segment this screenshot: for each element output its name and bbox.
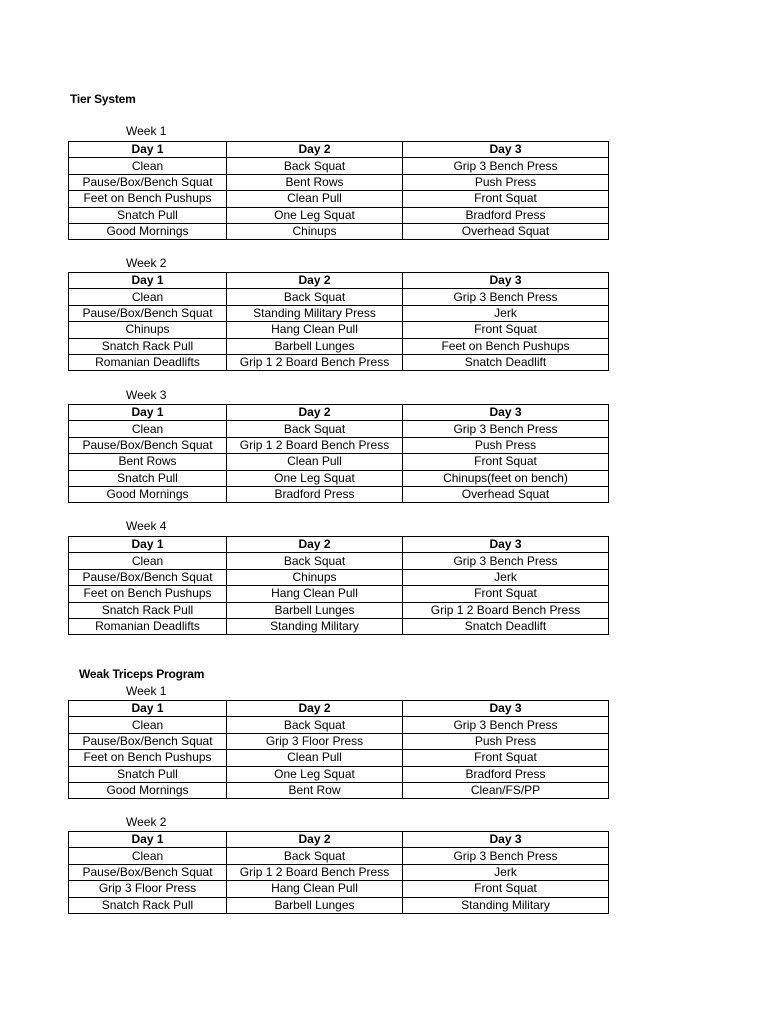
exercise-cell: Snatch Rack Pull	[69, 602, 227, 618]
exercise-cell: Pause/Box/Bench Squat	[69, 305, 227, 321]
table-header-row	[69, 142, 609, 158]
exercise-cell: Feet on Bench Pushups	[403, 338, 609, 354]
table-row	[69, 717, 609, 733]
exercise-cell: Bradford Press	[403, 207, 609, 223]
column-header: Day 1	[69, 537, 227, 553]
table-row	[69, 553, 609, 569]
exercise-cell: Grip 3 Bench Press	[403, 421, 609, 437]
table-header-row	[69, 701, 609, 717]
section-title: Tier System	[70, 92, 136, 106]
exercise-cell: Bent Rows	[227, 174, 403, 190]
exercise-cell: Snatch Deadlift	[403, 618, 609, 634]
exercise-cell: Front Squat	[403, 191, 609, 207]
exercise-cell: Clean	[69, 158, 227, 174]
exercise-cell: Chinups(feet on bench)	[403, 470, 609, 486]
exercise-cell: One Leg Squat	[227, 766, 403, 782]
exercise-cell: Front Squat	[403, 881, 609, 897]
exercise-cell: Barbell Lunges	[227, 338, 403, 354]
table-row	[69, 602, 609, 618]
exercise-cell: Overhead Squat	[403, 486, 609, 502]
schedule-table	[68, 272, 609, 371]
week-label: Week 3	[126, 388, 167, 402]
table-row	[69, 470, 609, 486]
column-header: Day 2	[227, 537, 403, 553]
exercise-cell: Grip 1 2 Board Bench Press	[403, 602, 609, 618]
schedule-table	[68, 831, 609, 914]
table-row	[69, 848, 609, 864]
table-row	[69, 586, 609, 602]
exercise-cell: Front Squat	[403, 322, 609, 338]
exercise-cell: Clean	[69, 289, 227, 305]
column-header: Day 2	[227, 832, 403, 848]
schedule-table	[68, 404, 609, 503]
column-header: Day 3	[403, 701, 609, 717]
exercise-cell: Push Press	[403, 174, 609, 190]
exercise-cell: Grip 1 2 Board Bench Press	[227, 864, 403, 880]
exercise-cell: Bent Rows	[69, 454, 227, 470]
exercise-cell: Clean Pull	[227, 191, 403, 207]
table-row	[69, 223, 609, 239]
exercise-cell: Snatch Pull	[69, 207, 227, 223]
exercise-cell: Chinups	[227, 223, 403, 239]
exercise-cell: Jerk	[403, 864, 609, 880]
table-row	[69, 618, 609, 634]
column-header: Day 3	[403, 832, 609, 848]
exercise-cell: Hang Clean Pull	[227, 586, 403, 602]
exercise-cell: Jerk	[403, 305, 609, 321]
column-header: Day 2	[227, 701, 403, 717]
table-row	[69, 354, 609, 370]
exercise-cell: Good Mornings	[69, 223, 227, 239]
exercise-cell: Grip 1 2 Board Bench Press	[227, 437, 403, 453]
exercise-cell: Snatch Rack Pull	[69, 338, 227, 354]
table-row	[69, 569, 609, 585]
exercise-cell: Back Squat	[227, 158, 403, 174]
table-header-row	[69, 832, 609, 848]
exercise-cell: Romanian Deadlifts	[69, 354, 227, 370]
exercise-cell: Grip 3 Bench Press	[403, 848, 609, 864]
exercise-cell: Standing Military Press	[227, 305, 403, 321]
exercise-cell: Chinups	[69, 322, 227, 338]
exercise-cell: Good Mornings	[69, 782, 227, 798]
exercise-cell: Back Squat	[227, 421, 403, 437]
table-header-row	[69, 537, 609, 553]
exercise-cell: Feet on Bench Pushups	[69, 586, 227, 602]
table-row	[69, 322, 609, 338]
table-row	[69, 881, 609, 897]
exercise-cell: Pause/Box/Bench Squat	[69, 733, 227, 749]
table-row	[69, 338, 609, 354]
column-header: Day 2	[227, 405, 403, 421]
column-header: Day 1	[69, 701, 227, 717]
exercise-cell: Feet on Bench Pushups	[69, 191, 227, 207]
exercise-cell: Barbell Lunges	[227, 602, 403, 618]
table-row	[69, 897, 609, 913]
schedule-table	[68, 141, 609, 240]
exercise-cell: Back Squat	[227, 848, 403, 864]
table-row	[69, 437, 609, 453]
exercise-cell: Overhead Squat	[403, 223, 609, 239]
week-label: Week 1	[126, 684, 167, 698]
exercise-cell: Grip 3 Bench Press	[403, 553, 609, 569]
week-label: Week 1	[126, 124, 167, 138]
exercise-cell: Front Squat	[403, 586, 609, 602]
week-label: Week 4	[126, 519, 167, 533]
exercise-cell: Snatch Pull	[69, 470, 227, 486]
exercise-cell: Back Squat	[227, 717, 403, 733]
exercise-cell: Barbell Lunges	[227, 897, 403, 913]
exercise-cell: Clean Pull	[227, 750, 403, 766]
exercise-cell: Bradford Press	[227, 486, 403, 502]
table-header-row	[69, 273, 609, 289]
column-header: Day 3	[403, 142, 609, 158]
table-row	[69, 766, 609, 782]
column-header: Day 3	[403, 537, 609, 553]
exercise-cell: Push Press	[403, 733, 609, 749]
column-header: Day 1	[69, 832, 227, 848]
exercise-cell: Standing Military	[227, 618, 403, 634]
exercise-cell: Bent Row	[227, 782, 403, 798]
column-header: Day 1	[69, 405, 227, 421]
exercise-cell: Pause/Box/Bench Squat	[69, 569, 227, 585]
exercise-cell: Clean/FS/PP	[403, 782, 609, 798]
table-row	[69, 782, 609, 798]
table-row	[69, 421, 609, 437]
exercise-cell: Back Squat	[227, 289, 403, 305]
column-header: Day 3	[403, 273, 609, 289]
exercise-cell: One Leg Squat	[227, 470, 403, 486]
table-row	[69, 733, 609, 749]
schedule-table	[68, 700, 609, 799]
table-row	[69, 207, 609, 223]
column-header: Day 1	[69, 142, 227, 158]
exercise-cell: Grip 3 Floor Press	[227, 733, 403, 749]
column-header: Day 2	[227, 273, 403, 289]
exercise-cell: Clean	[69, 553, 227, 569]
exercise-cell: Clean	[69, 717, 227, 733]
table-header-row	[69, 405, 609, 421]
exercise-cell: Jerk	[403, 569, 609, 585]
exercise-cell: Standing Military	[403, 897, 609, 913]
column-header: Day 3	[403, 405, 609, 421]
exercise-cell: Romanian Deadlifts	[69, 618, 227, 634]
exercise-cell: Pause/Box/Bench Squat	[69, 437, 227, 453]
exercise-cell: Grip 3 Bench Press	[403, 717, 609, 733]
exercise-cell: Push Press	[403, 437, 609, 453]
exercise-cell: Back Squat	[227, 553, 403, 569]
exercise-cell: Grip 3 Bench Press	[403, 289, 609, 305]
exercise-cell: Bradford Press	[403, 766, 609, 782]
exercise-cell: Grip 1 2 Board Bench Press	[227, 354, 403, 370]
exercise-cell: Feet on Bench Pushups	[69, 750, 227, 766]
week-label: Week 2	[126, 815, 167, 829]
exercise-cell: Pause/Box/Bench Squat	[69, 864, 227, 880]
exercise-cell: Front Squat	[403, 750, 609, 766]
table-row	[69, 289, 609, 305]
week-label: Week 2	[126, 256, 167, 270]
table-row	[69, 750, 609, 766]
exercise-cell: Snatch Pull	[69, 766, 227, 782]
exercise-cell: Chinups	[227, 569, 403, 585]
exercise-cell: Clean	[69, 848, 227, 864]
column-header: Day 2	[227, 142, 403, 158]
table-row	[69, 486, 609, 502]
exercise-cell: Front Squat	[403, 454, 609, 470]
exercise-cell: Grip 3 Floor Press	[69, 881, 227, 897]
table-row	[69, 191, 609, 207]
section-title: Weak Triceps Program	[79, 667, 205, 681]
exercise-cell: One Leg Squat	[227, 207, 403, 223]
exercise-cell: Snatch Deadlift	[403, 354, 609, 370]
exercise-cell: Snatch Rack Pull	[69, 897, 227, 913]
table-row	[69, 158, 609, 174]
column-header: Day 1	[69, 273, 227, 289]
schedule-table	[68, 536, 609, 635]
exercise-cell: Clean	[69, 421, 227, 437]
exercise-cell: Grip 3 Bench Press	[403, 158, 609, 174]
exercise-cell: Hang Clean Pull	[227, 322, 403, 338]
table-row	[69, 174, 609, 190]
exercise-cell: Pause/Box/Bench Squat	[69, 174, 227, 190]
exercise-cell: Clean Pull	[227, 454, 403, 470]
table-row	[69, 454, 609, 470]
table-row	[69, 305, 609, 321]
table-row	[69, 864, 609, 880]
exercise-cell: Good Mornings	[69, 486, 227, 502]
exercise-cell: Hang Clean Pull	[227, 881, 403, 897]
